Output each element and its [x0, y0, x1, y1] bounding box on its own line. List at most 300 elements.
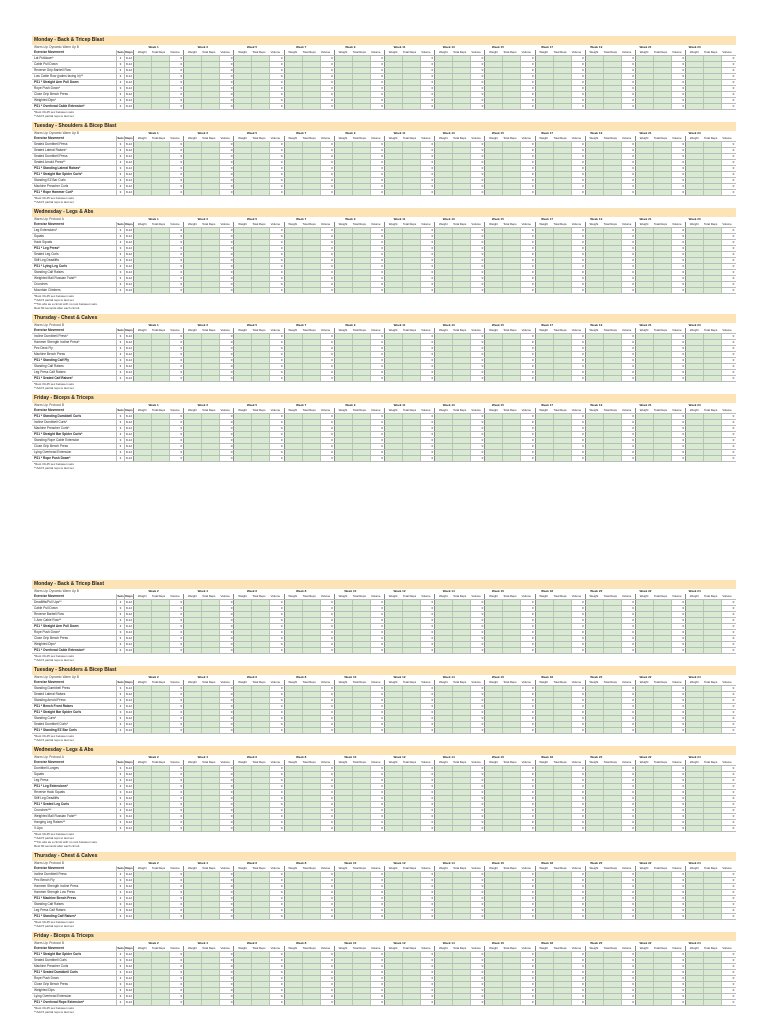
weight-input[interactable]	[586, 710, 604, 715]
weight-input[interactable]	[485, 414, 503, 419]
total-reps-input[interactable]	[202, 172, 220, 177]
total-reps-input[interactable]	[252, 642, 270, 647]
weight-input[interactable]	[385, 716, 403, 721]
weight-input[interactable]	[335, 722, 353, 727]
total-reps-input[interactable]	[303, 456, 321, 461]
weight-input[interactable]	[636, 890, 654, 895]
weight-input[interactable]	[285, 148, 303, 153]
weight-input[interactable]	[234, 74, 252, 79]
weight-input[interactable]	[485, 704, 503, 709]
weight-input[interactable]	[134, 56, 152, 61]
total-reps-input[interactable]	[654, 190, 672, 195]
total-reps-input[interactable]	[554, 148, 572, 153]
total-reps-input[interactable]	[704, 636, 722, 641]
weight-input[interactable]	[134, 288, 152, 293]
weight-input[interactable]	[134, 686, 152, 691]
weight-input[interactable]	[485, 642, 503, 647]
weight-input[interactable]	[485, 376, 503, 381]
total-reps-input[interactable]	[654, 172, 672, 177]
total-reps-input[interactable]	[353, 612, 371, 617]
total-reps-input[interactable]	[704, 74, 722, 79]
total-reps-input[interactable]	[202, 606, 220, 611]
total-reps-input[interactable]	[202, 872, 220, 877]
total-reps-input[interactable]	[252, 252, 270, 257]
total-reps-input[interactable]	[604, 796, 622, 801]
total-reps-input[interactable]	[704, 282, 722, 287]
total-reps-input[interactable]	[403, 98, 421, 103]
total-reps-input[interactable]	[604, 370, 622, 375]
weight-input[interactable]	[335, 612, 353, 617]
total-reps-input[interactable]	[252, 600, 270, 605]
weight-input[interactable]	[686, 710, 704, 715]
total-reps-input[interactable]	[503, 178, 521, 183]
total-reps-input[interactable]	[654, 376, 672, 381]
weight-input[interactable]	[184, 352, 202, 357]
total-reps-input[interactable]	[353, 234, 371, 239]
weight-input[interactable]	[184, 884, 202, 889]
weight-input[interactable]	[234, 432, 252, 437]
weight-input[interactable]	[586, 228, 604, 233]
total-reps-input[interactable]	[403, 778, 421, 783]
total-reps-input[interactable]	[403, 884, 421, 889]
weight-input[interactable]	[134, 346, 152, 351]
weight-input[interactable]	[285, 270, 303, 275]
weight-input[interactable]	[335, 642, 353, 647]
total-reps-input[interactable]	[604, 908, 622, 913]
total-reps-input[interactable]	[202, 450, 220, 455]
total-reps-input[interactable]	[353, 74, 371, 79]
weight-input[interactable]	[485, 166, 503, 171]
total-reps-input[interactable]	[704, 142, 722, 147]
weight-input[interactable]	[385, 722, 403, 727]
total-reps-input[interactable]	[503, 340, 521, 345]
weight-input[interactable]	[335, 264, 353, 269]
total-reps-input[interactable]	[604, 444, 622, 449]
weight-input[interactable]	[485, 352, 503, 357]
weight-input[interactable]	[636, 258, 654, 263]
total-reps-input[interactable]	[252, 808, 270, 813]
weight-input[interactable]	[385, 414, 403, 419]
total-reps-input[interactable]	[303, 618, 321, 623]
weight-input[interactable]	[285, 908, 303, 913]
total-reps-input[interactable]	[554, 334, 572, 339]
weight-input[interactable]	[636, 228, 654, 233]
weight-input[interactable]	[485, 636, 503, 641]
total-reps-input[interactable]	[152, 884, 170, 889]
total-reps-input[interactable]	[654, 370, 672, 375]
weight-input[interactable]	[586, 98, 604, 103]
total-reps-input[interactable]	[554, 802, 572, 807]
weight-input[interactable]	[234, 698, 252, 703]
weight-input[interactable]	[285, 358, 303, 363]
weight-input[interactable]	[184, 456, 202, 461]
total-reps-input[interactable]	[252, 648, 270, 653]
total-reps-input[interactable]	[704, 878, 722, 883]
weight-input[interactable]	[285, 820, 303, 825]
total-reps-input[interactable]	[604, 790, 622, 795]
weight-input[interactable]	[686, 352, 704, 357]
total-reps-input[interactable]	[152, 246, 170, 251]
weight-input[interactable]	[485, 364, 503, 369]
total-reps-input[interactable]	[453, 340, 471, 345]
total-reps-input[interactable]	[202, 228, 220, 233]
total-reps-input[interactable]	[503, 884, 521, 889]
weight-input[interactable]	[134, 178, 152, 183]
weight-input[interactable]	[385, 276, 403, 281]
weight-input[interactable]	[435, 160, 453, 165]
total-reps-input[interactable]	[554, 902, 572, 907]
weight-input[interactable]	[485, 766, 503, 771]
total-reps-input[interactable]	[554, 642, 572, 647]
weight-input[interactable]	[184, 692, 202, 697]
weight-input[interactable]	[335, 282, 353, 287]
total-reps-input[interactable]	[503, 258, 521, 263]
total-reps-input[interactable]	[604, 104, 622, 109]
total-reps-input[interactable]	[353, 282, 371, 287]
total-reps-input[interactable]	[503, 172, 521, 177]
total-reps-input[interactable]	[303, 796, 321, 801]
total-reps-input[interactable]	[252, 364, 270, 369]
total-reps-input[interactable]	[303, 630, 321, 635]
weight-input[interactable]	[586, 624, 604, 629]
weight-input[interactable]	[285, 276, 303, 281]
weight-input[interactable]	[385, 952, 403, 957]
total-reps-input[interactable]	[202, 80, 220, 85]
total-reps-input[interactable]	[252, 952, 270, 957]
weight-input[interactable]	[536, 890, 554, 895]
total-reps-input[interactable]	[353, 258, 371, 263]
total-reps-input[interactable]	[152, 716, 170, 721]
weight-input[interactable]	[586, 704, 604, 709]
weight-input[interactable]	[184, 716, 202, 721]
total-reps-input[interactable]	[704, 914, 722, 919]
weight-input[interactable]	[335, 228, 353, 233]
total-reps-input[interactable]	[152, 826, 170, 831]
weight-input[interactable]	[285, 890, 303, 895]
weight-input[interactable]	[536, 288, 554, 293]
weight-input[interactable]	[485, 784, 503, 789]
total-reps-input[interactable]	[202, 234, 220, 239]
total-reps-input[interactable]	[554, 288, 572, 293]
total-reps-input[interactable]	[604, 808, 622, 813]
total-reps-input[interactable]	[353, 444, 371, 449]
weight-input[interactable]	[234, 426, 252, 431]
total-reps-input[interactable]	[353, 686, 371, 691]
weight-input[interactable]	[285, 252, 303, 257]
total-reps-input[interactable]	[353, 240, 371, 245]
total-reps-input[interactable]	[252, 890, 270, 895]
weight-input[interactable]	[536, 160, 554, 165]
total-reps-input[interactable]	[503, 636, 521, 641]
weight-input[interactable]	[586, 890, 604, 895]
weight-input[interactable]	[234, 772, 252, 777]
weight-input[interactable]	[335, 686, 353, 691]
weight-input[interactable]	[234, 606, 252, 611]
total-reps-input[interactable]	[704, 600, 722, 605]
weight-input[interactable]	[134, 148, 152, 153]
weight-input[interactable]	[485, 438, 503, 443]
total-reps-input[interactable]	[403, 908, 421, 913]
weight-input[interactable]	[586, 636, 604, 641]
weight-input[interactable]	[335, 624, 353, 629]
total-reps-input[interactable]	[152, 630, 170, 635]
weight-input[interactable]	[335, 276, 353, 281]
weight-input[interactable]	[435, 276, 453, 281]
weight-input[interactable]	[285, 432, 303, 437]
weight-input[interactable]	[636, 154, 654, 159]
total-reps-input[interactable]	[202, 190, 220, 195]
total-reps-input[interactable]	[252, 56, 270, 61]
total-reps-input[interactable]	[554, 98, 572, 103]
weight-input[interactable]	[285, 704, 303, 709]
total-reps-input[interactable]	[353, 370, 371, 375]
total-reps-input[interactable]	[252, 172, 270, 177]
weight-input[interactable]	[536, 722, 554, 727]
total-reps-input[interactable]	[252, 358, 270, 363]
total-reps-input[interactable]	[503, 606, 521, 611]
weight-input[interactable]	[184, 370, 202, 375]
weight-input[interactable]	[435, 264, 453, 269]
total-reps-input[interactable]	[704, 376, 722, 381]
total-reps-input[interactable]	[453, 456, 471, 461]
weight-input[interactable]	[335, 808, 353, 813]
total-reps-input[interactable]	[152, 86, 170, 91]
weight-input[interactable]	[134, 438, 152, 443]
total-reps-input[interactable]	[202, 352, 220, 357]
weight-input[interactable]	[335, 698, 353, 703]
total-reps-input[interactable]	[704, 710, 722, 715]
total-reps-input[interactable]	[503, 456, 521, 461]
total-reps-input[interactable]	[654, 264, 672, 269]
weight-input[interactable]	[536, 228, 554, 233]
weight-input[interactable]	[686, 642, 704, 647]
weight-input[interactable]	[686, 914, 704, 919]
total-reps-input[interactable]	[453, 370, 471, 375]
weight-input[interactable]	[485, 796, 503, 801]
weight-input[interactable]	[234, 62, 252, 67]
total-reps-input[interactable]	[403, 334, 421, 339]
total-reps-input[interactable]	[152, 890, 170, 895]
total-reps-input[interactable]	[152, 896, 170, 901]
weight-input[interactable]	[134, 692, 152, 697]
weight-input[interactable]	[636, 896, 654, 901]
weight-input[interactable]	[285, 456, 303, 461]
total-reps-input[interactable]	[152, 364, 170, 369]
weight-input[interactable]	[385, 258, 403, 263]
weight-input[interactable]	[586, 606, 604, 611]
total-reps-input[interactable]	[252, 456, 270, 461]
weight-input[interactable]	[285, 166, 303, 171]
weight-input[interactable]	[536, 872, 554, 877]
weight-input[interactable]	[485, 270, 503, 275]
total-reps-input[interactable]	[202, 826, 220, 831]
weight-input[interactable]	[234, 784, 252, 789]
total-reps-input[interactable]	[353, 270, 371, 275]
weight-input[interactable]	[636, 264, 654, 269]
weight-input[interactable]	[435, 808, 453, 813]
total-reps-input[interactable]	[503, 228, 521, 233]
total-reps-input[interactable]	[353, 802, 371, 807]
total-reps-input[interactable]	[303, 358, 321, 363]
total-reps-input[interactable]	[303, 704, 321, 709]
weight-input[interactable]	[636, 902, 654, 907]
total-reps-input[interactable]	[453, 902, 471, 907]
total-reps-input[interactable]	[202, 340, 220, 345]
weight-input[interactable]	[636, 240, 654, 245]
weight-input[interactable]	[234, 884, 252, 889]
weight-input[interactable]	[285, 618, 303, 623]
weight-input[interactable]	[485, 62, 503, 67]
total-reps-input[interactable]	[403, 258, 421, 263]
weight-input[interactable]	[435, 704, 453, 709]
weight-input[interactable]	[285, 878, 303, 883]
weight-input[interactable]	[234, 796, 252, 801]
total-reps-input[interactable]	[654, 178, 672, 183]
total-reps-input[interactable]	[604, 438, 622, 443]
total-reps-input[interactable]	[403, 160, 421, 165]
weight-input[interactable]	[485, 252, 503, 257]
total-reps-input[interactable]	[252, 728, 270, 733]
total-reps-input[interactable]	[604, 86, 622, 91]
total-reps-input[interactable]	[604, 178, 622, 183]
total-reps-input[interactable]	[503, 426, 521, 431]
total-reps-input[interactable]	[252, 264, 270, 269]
total-reps-input[interactable]	[353, 778, 371, 783]
total-reps-input[interactable]	[453, 698, 471, 703]
weight-input[interactable]	[234, 766, 252, 771]
total-reps-input[interactable]	[554, 276, 572, 281]
weight-input[interactable]	[285, 896, 303, 901]
weight-input[interactable]	[285, 56, 303, 61]
weight-input[interactable]	[485, 790, 503, 795]
weight-input[interactable]	[586, 630, 604, 635]
weight-input[interactable]	[435, 772, 453, 777]
weight-input[interactable]	[184, 62, 202, 67]
weight-input[interactable]	[586, 778, 604, 783]
total-reps-input[interactable]	[202, 246, 220, 251]
total-reps-input[interactable]	[604, 80, 622, 85]
weight-input[interactable]	[134, 814, 152, 819]
total-reps-input[interactable]	[303, 716, 321, 721]
weight-input[interactable]	[536, 612, 554, 617]
weight-input[interactable]	[134, 878, 152, 883]
total-reps-input[interactable]	[503, 450, 521, 455]
weight-input[interactable]	[686, 884, 704, 889]
weight-input[interactable]	[385, 778, 403, 783]
total-reps-input[interactable]	[353, 772, 371, 777]
total-reps-input[interactable]	[453, 808, 471, 813]
total-reps-input[interactable]	[453, 722, 471, 727]
weight-input[interactable]	[184, 826, 202, 831]
weight-input[interactable]	[184, 958, 202, 963]
total-reps-input[interactable]	[604, 600, 622, 605]
total-reps-input[interactable]	[202, 600, 220, 605]
weight-input[interactable]	[134, 896, 152, 901]
total-reps-input[interactable]	[303, 686, 321, 691]
weight-input[interactable]	[335, 796, 353, 801]
total-reps-input[interactable]	[202, 808, 220, 813]
total-reps-input[interactable]	[252, 86, 270, 91]
total-reps-input[interactable]	[654, 796, 672, 801]
weight-input[interactable]	[285, 190, 303, 195]
weight-input[interactable]	[385, 692, 403, 697]
total-reps-input[interactable]	[704, 148, 722, 153]
weight-input[interactable]	[134, 450, 152, 455]
total-reps-input[interactable]	[303, 908, 321, 913]
total-reps-input[interactable]	[403, 68, 421, 73]
weight-input[interactable]	[385, 346, 403, 351]
weight-input[interactable]	[184, 796, 202, 801]
total-reps-input[interactable]	[403, 872, 421, 877]
total-reps-input[interactable]	[252, 104, 270, 109]
total-reps-input[interactable]	[554, 252, 572, 257]
weight-input[interactable]	[586, 74, 604, 79]
weight-input[interactable]	[134, 80, 152, 85]
total-reps-input[interactable]	[604, 420, 622, 425]
total-reps-input[interactable]	[554, 68, 572, 73]
total-reps-input[interactable]	[704, 166, 722, 171]
weight-input[interactable]	[234, 872, 252, 877]
total-reps-input[interactable]	[152, 264, 170, 269]
total-reps-input[interactable]	[202, 612, 220, 617]
weight-input[interactable]	[435, 86, 453, 91]
weight-input[interactable]	[586, 618, 604, 623]
weight-input[interactable]	[586, 766, 604, 771]
total-reps-input[interactable]	[403, 772, 421, 777]
total-reps-input[interactable]	[453, 270, 471, 275]
weight-input[interactable]	[234, 896, 252, 901]
total-reps-input[interactable]	[252, 450, 270, 455]
total-reps-input[interactable]	[453, 600, 471, 605]
total-reps-input[interactable]	[353, 172, 371, 177]
total-reps-input[interactable]	[654, 98, 672, 103]
total-reps-input[interactable]	[252, 420, 270, 425]
total-reps-input[interactable]	[654, 358, 672, 363]
weight-input[interactable]	[485, 234, 503, 239]
weight-input[interactable]	[385, 352, 403, 357]
weight-input[interactable]	[636, 352, 654, 357]
total-reps-input[interactable]	[654, 414, 672, 419]
weight-input[interactable]	[234, 790, 252, 795]
weight-input[interactable]	[536, 264, 554, 269]
weight-input[interactable]	[385, 432, 403, 437]
weight-input[interactable]	[435, 872, 453, 877]
total-reps-input[interactable]	[252, 618, 270, 623]
weight-input[interactable]	[134, 914, 152, 919]
total-reps-input[interactable]	[202, 884, 220, 889]
weight-input[interactable]	[385, 914, 403, 919]
weight-input[interactable]	[184, 288, 202, 293]
weight-input[interactable]	[435, 826, 453, 831]
weight-input[interactable]	[435, 766, 453, 771]
total-reps-input[interactable]	[303, 282, 321, 287]
total-reps-input[interactable]	[202, 802, 220, 807]
total-reps-input[interactable]	[704, 190, 722, 195]
weight-input[interactable]	[234, 692, 252, 697]
total-reps-input[interactable]	[353, 958, 371, 963]
weight-input[interactable]	[435, 778, 453, 783]
weight-input[interactable]	[285, 414, 303, 419]
weight-input[interactable]	[636, 358, 654, 363]
weight-input[interactable]	[536, 172, 554, 177]
weight-input[interactable]	[134, 62, 152, 67]
weight-input[interactable]	[636, 686, 654, 691]
total-reps-input[interactable]	[503, 872, 521, 877]
weight-input[interactable]	[285, 778, 303, 783]
total-reps-input[interactable]	[554, 74, 572, 79]
total-reps-input[interactable]	[403, 704, 421, 709]
total-reps-input[interactable]	[252, 184, 270, 189]
